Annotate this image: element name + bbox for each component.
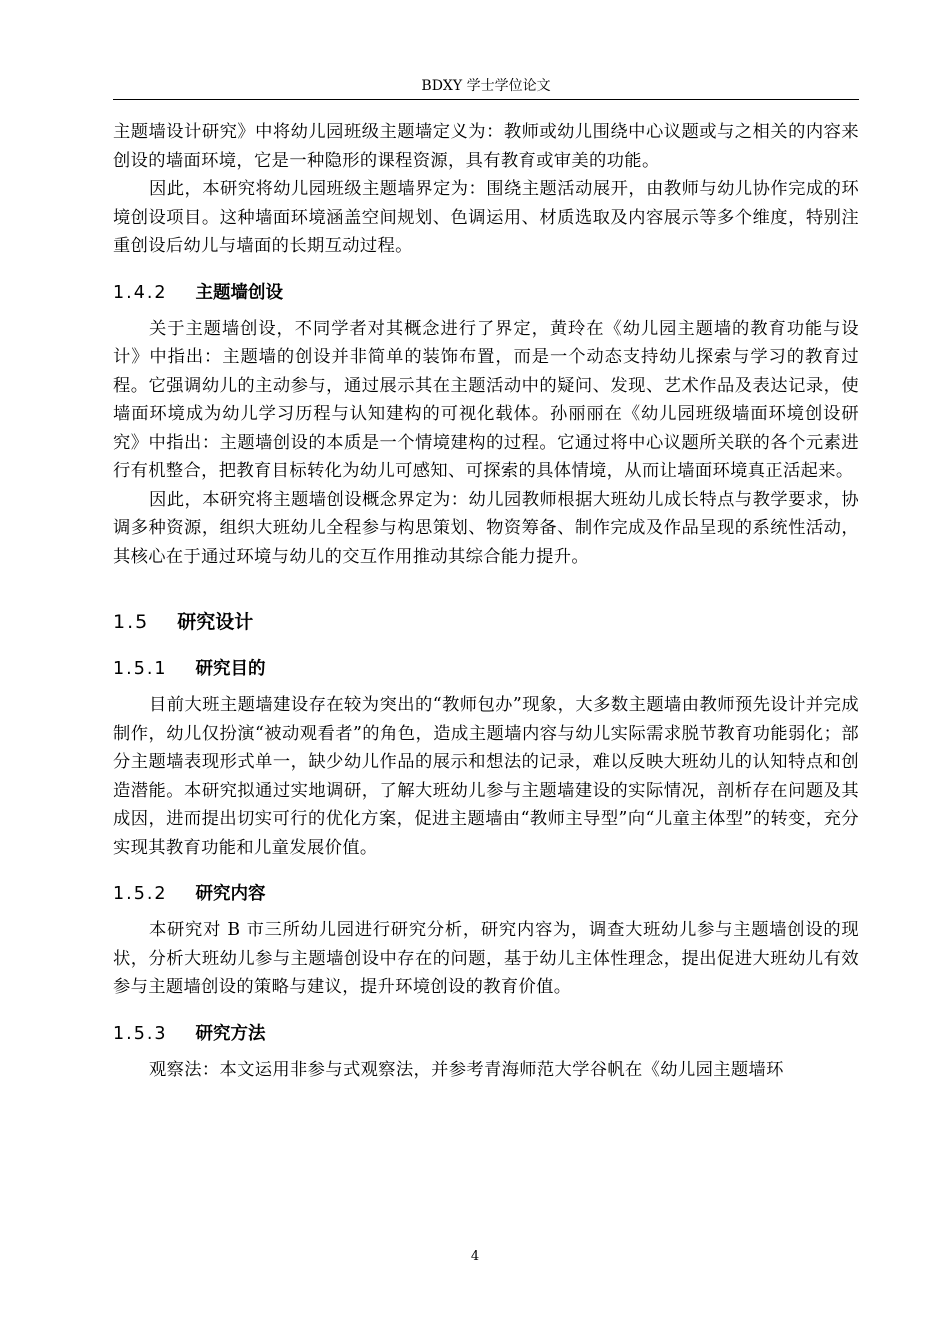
section-number: 1.5.3: [113, 1023, 168, 1044]
chapter-section-heading: [113, 607, 859, 637]
header-divider: [113, 99, 859, 100]
paragraph: 主题墙设计研究》中将幼儿园班级主题墙定义为：教师或幼儿围绕中心议题或与之相关的内容来创设的墙面环境，它是一种隐形的课程资源，具有教育或审美的功能。: [113, 122, 859, 171]
paragraph: 因此，本研究将主题墙创设概念界定为：幼儿园教师根据大班幼儿成长特点与教学要求，协调多种资源，组织大班幼儿全程参与构思策划、物资筹备、制作完成及作品呈现的系统性活动，其核心在于通过环境与幼儿的交互作用推动其综合能力提升。: [113, 489, 859, 567]
section-number: 1.5: [113, 611, 150, 633]
section-heading: [113, 880, 859, 908]
section-title: 研究内容: [195, 884, 266, 904]
section-heading: [113, 655, 859, 683]
paragraph: 关于主题墙创设，不同学者对其概念进行了界定，黄玲在《幼儿园主题墙的教育功能与设计》中指出：主题墙的创设并非简单的装饰布置，而是一个动态支持幼儿探索与学习的教育过程。它强调幼儿的主动参与，通过展示其在主题活动中的疑问、发现、艺术作品及表达记录，使墙面环境成为幼儿学习历程与认知建构的可视化载体。孙丽丽在《幼儿园班级墙面环境创设研究》中指出：主题墙创设的本质是一个情境建构的过程。它通过将中心议题所关联的各个元素进行有机整合，把教育目标转化为幼儿可感知、可探索的具体情境，从而让墙面环境真正活起来。: [113, 318, 859, 481]
section-title: 研究方法: [195, 1023, 266, 1044]
section-number: 1.4.2: [113, 282, 168, 303]
section-title: 研究目的: [195, 659, 266, 679]
section-heading: [113, 279, 859, 307]
body-content: [113, 118, 859, 1084]
running-header: BDXY 学士学位论文: [421, 78, 551, 94]
page-number: 4: [470, 1249, 480, 1264]
paragraph: 观察法：本文运用非参与式观察法，并参考青海师范大学谷帆在《幼儿园主题墙环: [149, 1059, 784, 1080]
paragraph: 目前大班主题墙建设存在较为突出的“教师包办”现象，大多数主题墙由教师预先设计并完成制作，幼儿仅扮演“被动观看者”的角色，造成主题墙内容与幼儿实际需求脱节教育功能弱化；部分主题墙表现形式单一，缺少幼儿作品的展示和想法的记录，难以反映大班幼儿的认知特点和创造潜能。本研究拟通过实地调研，了解大班幼儿参与主题墙建设的实际情况，剖析存在问题及其成因，进而提出切实可行的优化方案，促进主题墙由“教师主导型”向“儿童主体型”的转变，充分实现其教育功能和儿童发展价值。: [113, 695, 859, 858]
section-title: 主题墙创设: [195, 282, 284, 303]
paragraph: 因此，本研究将幼儿园班级主题墙界定为：围绕主题活动展开，由教师与幼儿协作完成的环境创设项目。这种墙面环境涵盖空间规划、色调运用、材质选取及内容展示等多个维度，特别注重创设后幼儿与墙面的长期互动过程。: [113, 179, 859, 256]
section-number: 1.5.2: [113, 884, 168, 904]
section-number: 1.5.1: [113, 659, 168, 679]
section-title: 研究设计: [177, 611, 254, 633]
paragraph: 本研究对 B 市三所幼儿园进行研究分析，研究内容为，调查大班幼儿参与主题墙创设的现状，分析大班幼儿参与主题墙创设中存在的问题，基于幼儿主体性理念，提出促进大班幼儿有效参与主题墙创设的策略与建议，提升环境创设的教育价值。: [113, 920, 859, 997]
section-heading: [113, 1020, 859, 1048]
